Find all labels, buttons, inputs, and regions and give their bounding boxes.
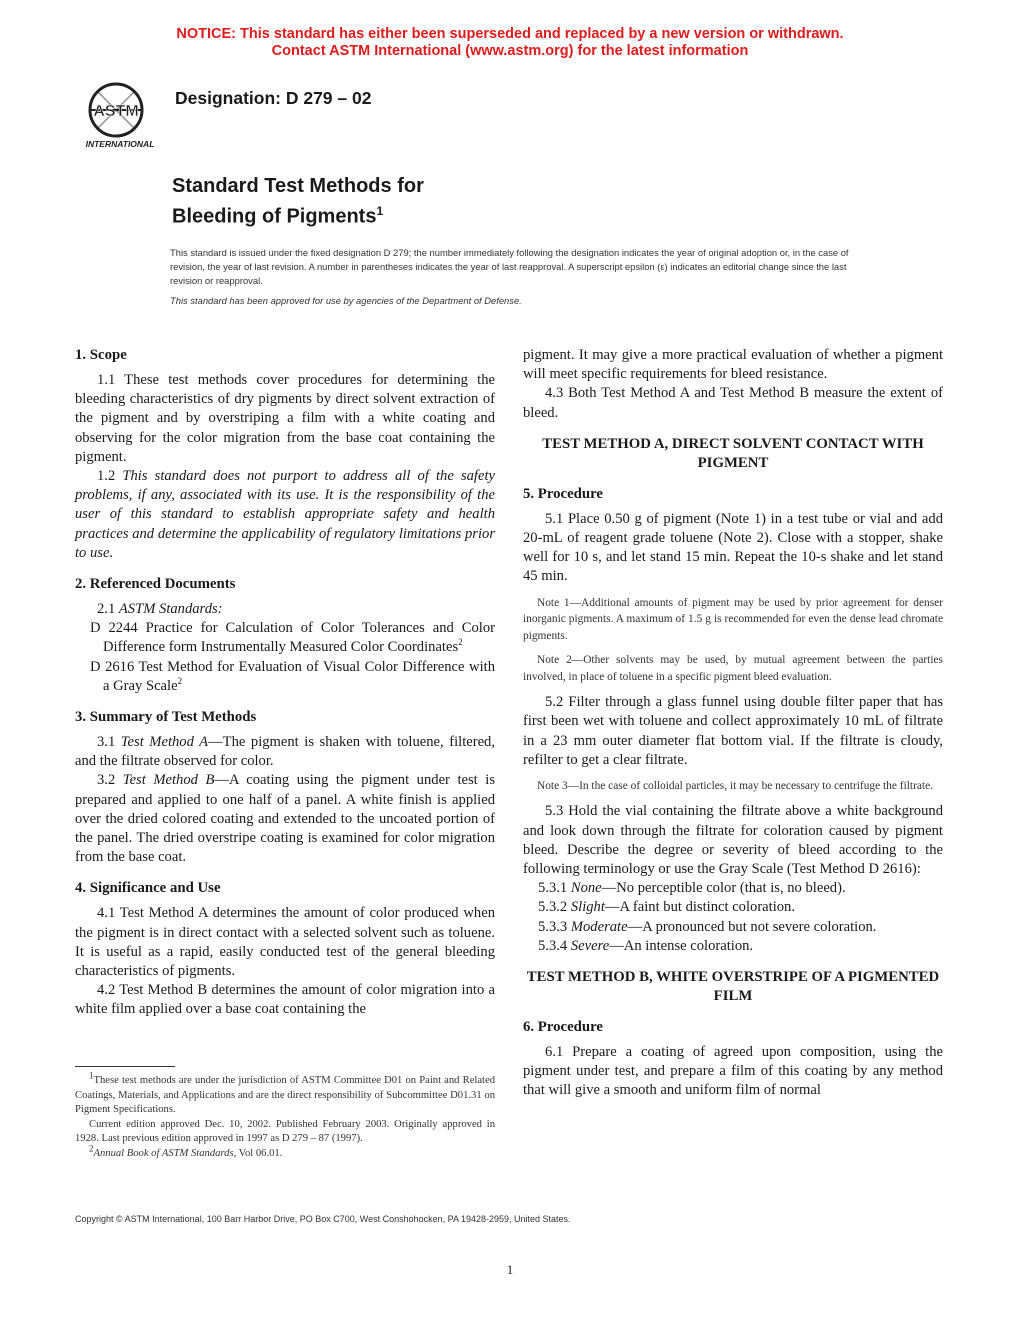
- para-5-2: 5.2 Filter through a glass funnel using double filter paper that has first been wet with toluene and collect approximately 10 mL of filtrate in a 23 mm outer diameter flat bottom vial. If the filtrate is cloudy, refilter to get a clear filtrate.: [523, 694, 943, 768]
- footnote-1b: Current edition approved Dec. 10, 2002. Published February 2003. Originally approved in 1928. Last previous edition approved in 1997 as D 279 – 87 (1997).: [75, 1118, 495, 1144]
- copyright: Copyright © ASTM International, 100 Barr Harbor Drive, PO Box C700, West Conshohocken, PA 19428-2959, United States.: [75, 1214, 571, 1224]
- term-severe: 5.3.4 Severe—An intense coloration.: [538, 937, 754, 954]
- section-1-heading: 1. Scope: [75, 347, 127, 363]
- section-2-heading: 2. Referenced Documents: [75, 576, 236, 593]
- intro-text: This standard is issued under the fixed designation D 279; the number immediately following the designation indicates the year of original adoption or, in the case of revision, the year of last revision. A number in parentheses indicates the year of last reapproval. A superscript epsilon (ε) indicates an editorial change since the last revision or reapproval.: [170, 247, 849, 286]
- notice-line-1: NOTICE: This standard has either been superseded and replaced by a new version or withdrawn.: [176, 26, 844, 42]
- section-4-heading: 4. Significance and Use: [75, 880, 221, 897]
- logo-astm-text: ASTM: [93, 103, 139, 120]
- note-2: Note 2—Other solvents may be used, by mutual agreement between the parties involved, in place of toluene in a specific pigment bleed evaluation.: [523, 654, 943, 683]
- para-1-1: 1.1 These test methods cover procedures for determining the bleeding characteristics of dry pigments by direct solvent extraction of the pigment and by overstriping a film with a white coating and observing for the color migration from the base coat containing the pigment.: [75, 372, 495, 465]
- dod-approval: This standard has been approved for use by agencies of the Department of Defense.: [170, 295, 522, 306]
- title-line-2: Bleeding of Pigments: [172, 205, 377, 228]
- note-3: Note 3—In the case of colloidal particles, it may be necessary to centrifuge the filtrate.: [537, 779, 933, 792]
- notice-banner: [0, 26, 1020, 60]
- title-footnote-ref: 1: [376, 204, 384, 218]
- notice-line-2: Contact ASTM International (www.astm.org) for the latest information: [271, 43, 749, 59]
- ref-d2244: D 2244 Practice for Calculation of Color Tolerances and Color Difference form Instrumentally Measured Color Coordinates$^2$: [90, 620, 495, 656]
- term-slight: 5.3.2 Slight—A faint but distinct coloration.: [538, 899, 796, 916]
- para-4-2-continued: pigment. It may give a more practical evaluation of whether a pigment will meet specific requirements for bleed resistance.: [523, 347, 943, 383]
- page-number: 1: [506, 1262, 514, 1277]
- footnote-divider: [75, 1066, 175, 1067]
- para-4-1: 4.1 Test Method A determines the amount of color produced when the pigment is in direct contact with a selected solvent such as toluene. It is useful as a rapid, easily conducted test of the general bleeding characteristics of pigments.: [75, 905, 495, 980]
- footnotes: [75, 1070, 495, 1161]
- term-none: 5.3.1 None—No perceptible color (that is, no bleed).: [538, 880, 846, 897]
- intro-block: [170, 246, 850, 308]
- document-title: [172, 174, 424, 230]
- para-5-3: 5.3 Hold the vial containing the filtrate above a white background and look down through the filtrate for coloration caused by pigment bleed. Describe the degree or severity of bleed according to the following terminology or use the Gray Scale (Test Method D 2616):: [523, 803, 943, 878]
- method-b-heading: TEST METHOD B, WHITE OVERSTRIPE OF A PIGMENTED FILM: [526, 969, 940, 1005]
- footnote-2: $^2$Annual Book of ASTM Standards, Vol 06.01.: [89, 1142, 283, 1159]
- para-4-3: 4.3 Both Test Method A and Test Method B measure the extent of bleed.: [523, 385, 943, 421]
- note-1: Note 1—Additional amounts of pigment may be used by prior agreement for denser inorganic pigments. A maximum of 1.5 g is recommended for even the dense lead chromate pigments.: [523, 596, 943, 642]
- section-3-heading: 3. Summary of Test Methods: [75, 709, 257, 726]
- designation: Designation: D 279 – 02: [175, 88, 372, 108]
- left-column: [75, 346, 495, 1020]
- para-1-2: 1.2 This standard does not purport to address all of the safety problems, if any, associated with its use. It is the responsibility of the user of this standard to establish appropriate safety and health practices and determine the applicability of regulatory limitations prior to use.: [75, 468, 495, 561]
- astm-logo-icon: [78, 78, 162, 150]
- para-4-2: 4.2 Test Method B determines the amount of color migration into a white film applied over a base coat containing the: [75, 982, 495, 1018]
- astm-logo: [78, 78, 162, 150]
- section-5-heading: 5. Procedure: [523, 485, 603, 502]
- footnote-1: $^1$These test methods are under the jurisdiction of ASTM Committee D01 on Paint and Related Coatings, Materials, and Applications and are the direct responsibility of Subcommittee D01.31 on Pigment Specifications.: [75, 1070, 495, 1115]
- para-3-2: 3.2 Test Method B—A coating using the pigment under test is prepared and applied to one half of a panel. A white finish is applied over the dried colored coating and extended to the uncoated portion of the panel. The dried overstripe coating is examined for color migration from the base coat.: [75, 772, 495, 866]
- term-moderate: 5.3.3 Moderate—A pronounced but not severe coloration.: [538, 918, 877, 935]
- para-2-1: 2.1 ASTM Standards:: [97, 601, 223, 618]
- title-line-1: Standard Test Methods for: [172, 175, 424, 197]
- para-5-1: 5.1 Place 0.50 g of pigment (Note 1) in a test tube or vial and add 20-mL of reagent grade toluene (Note 2). Close with a stopper, shake well for 10 s, and let stand 15 min. Repeat the 10-s shake and let stand 45 min.: [523, 510, 943, 585]
- right-column: [523, 346, 943, 1101]
- para-3-1: 3.1 Test Method A—The pigment is shaken with toluene, filtered, and the filtrate observed for color.: [75, 734, 496, 770]
- section-6-heading: 6. Procedure: [523, 1019, 603, 1036]
- logo-international-text: INTERNATIONAL: [85, 139, 155, 149]
- para-6-1: 6.1 Prepare a coating of agreed upon composition, using the pigment under test, and prepare a film of this coating by any method that will give a smooth and uniform film of normal: [523, 1044, 943, 1099]
- ref-d2616: D 2616 Test Method for Evaluation of Visual Color Difference with a Gray Scale$^2$: [90, 658, 495, 694]
- method-a-heading: TEST METHOD A, DIRECT SOLVENT CONTACT WITH PIGMENT: [542, 435, 924, 471]
